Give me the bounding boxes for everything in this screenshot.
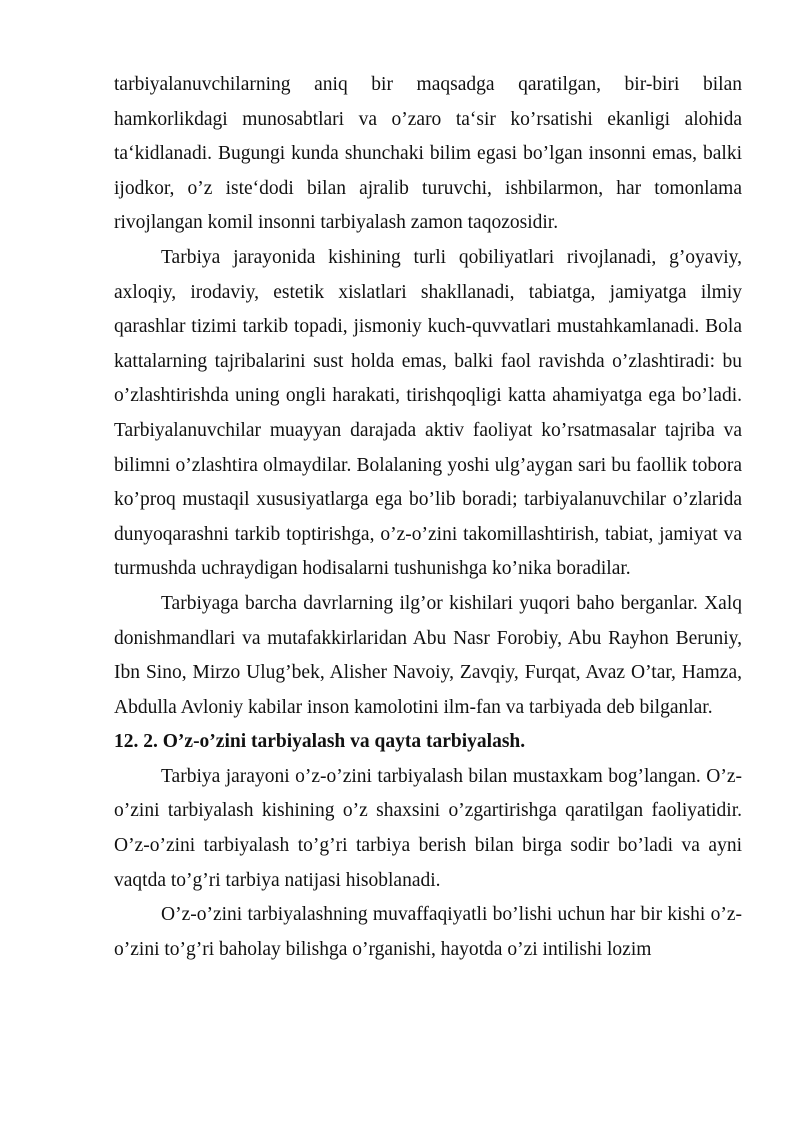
paragraph-3: Tarbiyaga barcha davrlarning ilg’or kishilari yuqori baho berganlar. Xalq donishmandlari va mutafakkirlaridan Abu Nasr Forobiy, Abu Rayhon Beruniy, Ibn Sino, Mirzo Ulug’bek, Alisher Navoiy, Zavqiy, Furqat, Avaz O’tar, Hamza, Abdulla Avloniy kabilar inson kamolotini ilm-fan va tarbiyada deb bilganlar. bbox=[114, 592, 742, 718]
document-page bbox=[114, 68, 742, 967]
section-heading: 12. 2. O’z-o’zini tarbiyalash va qayta tarbiyalash. bbox=[114, 731, 526, 753]
paragraph-2: Tarbiya jarayonida kishining turli qobiliyatlari rivojlanadi, g’oyaviy, axloqiy, irodaviy, estetik xislatlari shakllanadi, tabiatga, jamiyatga ilmiy qarashlar tizimi tarkib topadi, jismoniy kuch-quvvatlari mustahkamlanadi. Bola kattalarning tajribalarini sust holda emas, balki faol ravishda o’zlashtiradi: bu o’zlashtirishda uning ongli harakati, tirishqoqligi katta ahamiyatga ega bo’ladi. Tarbiyalanuvchilar muayyan darajada aktiv faoliyat ko’rsatmasalar tajriba va bilimni o’zlashtira olmaydilar. Bolalaning yoshi ulg’aygan sari bu faollik tobora ko’proq mustaqil xususiyatlarga ega bo’lib boradi; tarbiyalanuvchilar o’zlarida dunyoqarashni tarkib toptirishga, o’z-o’zini takomillashtirish, tabiat, jamiyat va turmushda uchraydigan hodisalarni tushunishga ko’nika boradilar. bbox=[114, 246, 742, 580]
paragraph-1: tarbiyalanuvchilarning aniq bir maqsadga qaratilgan, bir-biri bilan hamkorlikdagi munosabtlari va o’zaro ta‘sir ko’rsatishi ekanligi alohida ta‘kidlanadi. Bugungi kunda shunchaki bilim egasi bo’lgan insonni emas, balki ijodkor, o’z iste‘dodi bilan ajralib turuvchi, ishbilarmon, har tomonlama rivojlangan komil insonni tarbiyalash zamon taqozosidir. bbox=[114, 74, 742, 234]
section-paragraph-1: Tarbiya jarayoni o’z-o’zini tarbiyalash bilan mustaxkam bog’langan. O’z-o’zini tarbiyalash kishining o’z shaxsini o’zgartirishga qaratilgan faoliyatidir. O’z-o’zini tarbiyalash to’g’ri tarbiya berish bilan birga sodir bo’ladi va ayni vaqtda to’g’ri tarbiya natijasi hisoblanadi. bbox=[114, 765, 742, 891]
section-paragraph-2: O’z-o’zini tarbiyalashning muvaffaqiyatli bo’lishi uchun har bir kishi o’z-o’zini to’g’ri baholay bilishga o’rganishi, hayotda o’zi intilishi lozim bbox=[114, 904, 742, 960]
